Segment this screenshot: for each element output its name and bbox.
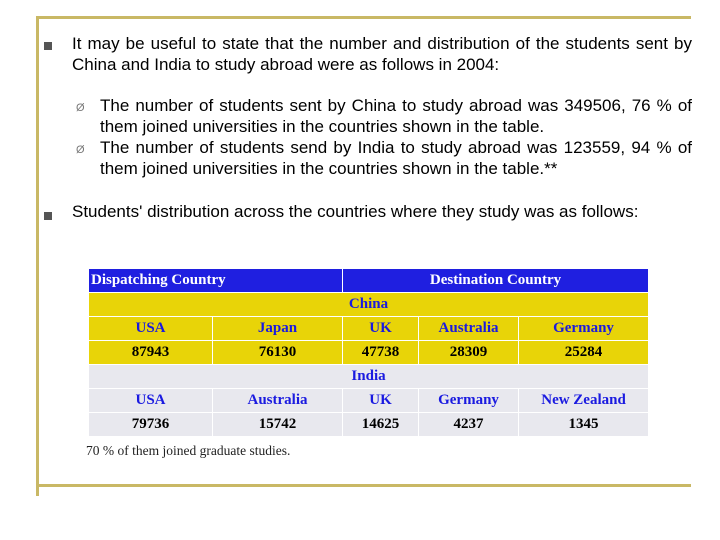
country-cell: USA: [89, 317, 213, 341]
table-footnote: 70 % of them joined graduate studies.: [86, 443, 291, 458]
bottom-rule: [36, 484, 691, 487]
header-dispatching-country: Dispatching Country: [89, 269, 343, 293]
bullet-text: Students' distribution across the countries where they study was as follows:: [72, 202, 639, 221]
distribution-table: [88, 268, 649, 437]
left-rule: [36, 16, 39, 496]
table-header-row: [89, 269, 649, 293]
country-cell: USA: [89, 389, 213, 413]
country-cell: Germany: [519, 317, 649, 341]
value-cell: 79736: [89, 413, 213, 437]
value-cell: 25284: [519, 341, 649, 365]
arrow-bullet-icon: Ø: [76, 144, 85, 156]
header-destination-country: Destination Country: [343, 269, 649, 293]
table-row: [89, 341, 649, 365]
table-row: [89, 389, 649, 413]
table-row: [89, 317, 649, 341]
table-row: [89, 413, 649, 437]
section-label: India: [89, 365, 649, 389]
country-cell: Australia: [419, 317, 519, 341]
country-cell: Germany: [419, 389, 519, 413]
section-row-india: [89, 365, 649, 389]
value-cell: 47738: [343, 341, 419, 365]
country-cell: Australia: [213, 389, 343, 413]
square-bullet-icon: [44, 42, 52, 50]
country-cell: New Zealand: [519, 389, 649, 413]
arrow-bullet-icon: Ø: [76, 102, 85, 114]
value-cell: 4237: [419, 413, 519, 437]
value-cell: 76130: [213, 341, 343, 365]
country-cell: UK: [343, 317, 419, 341]
value-cell: 87943: [89, 341, 213, 365]
value-cell: 14625: [343, 413, 419, 437]
section-label: China: [89, 293, 649, 317]
country-cell: Japan: [213, 317, 343, 341]
country-cell: UK: [343, 389, 419, 413]
sub-bullet-text: The number of students send by India to study abroad was 123559, 94 % of them joined universities in the countries shown in the table.**: [100, 138, 692, 178]
value-cell: 1345: [519, 413, 649, 437]
section-row-china: [89, 293, 649, 317]
bullet-text: It may be useful to state that the number and distribution of the students sent by China and India to study abroad were as follows in 2004:: [72, 34, 692, 74]
value-cell: 15742: [213, 413, 343, 437]
top-rule: [36, 16, 691, 19]
square-bullet-icon: [44, 212, 52, 220]
value-cell: 28309: [419, 341, 519, 365]
sub-bullet-text: The number of students sent by China to study abroad was 349506, 76 % of them joined universities in the countries shown in the table.: [100, 96, 692, 136]
